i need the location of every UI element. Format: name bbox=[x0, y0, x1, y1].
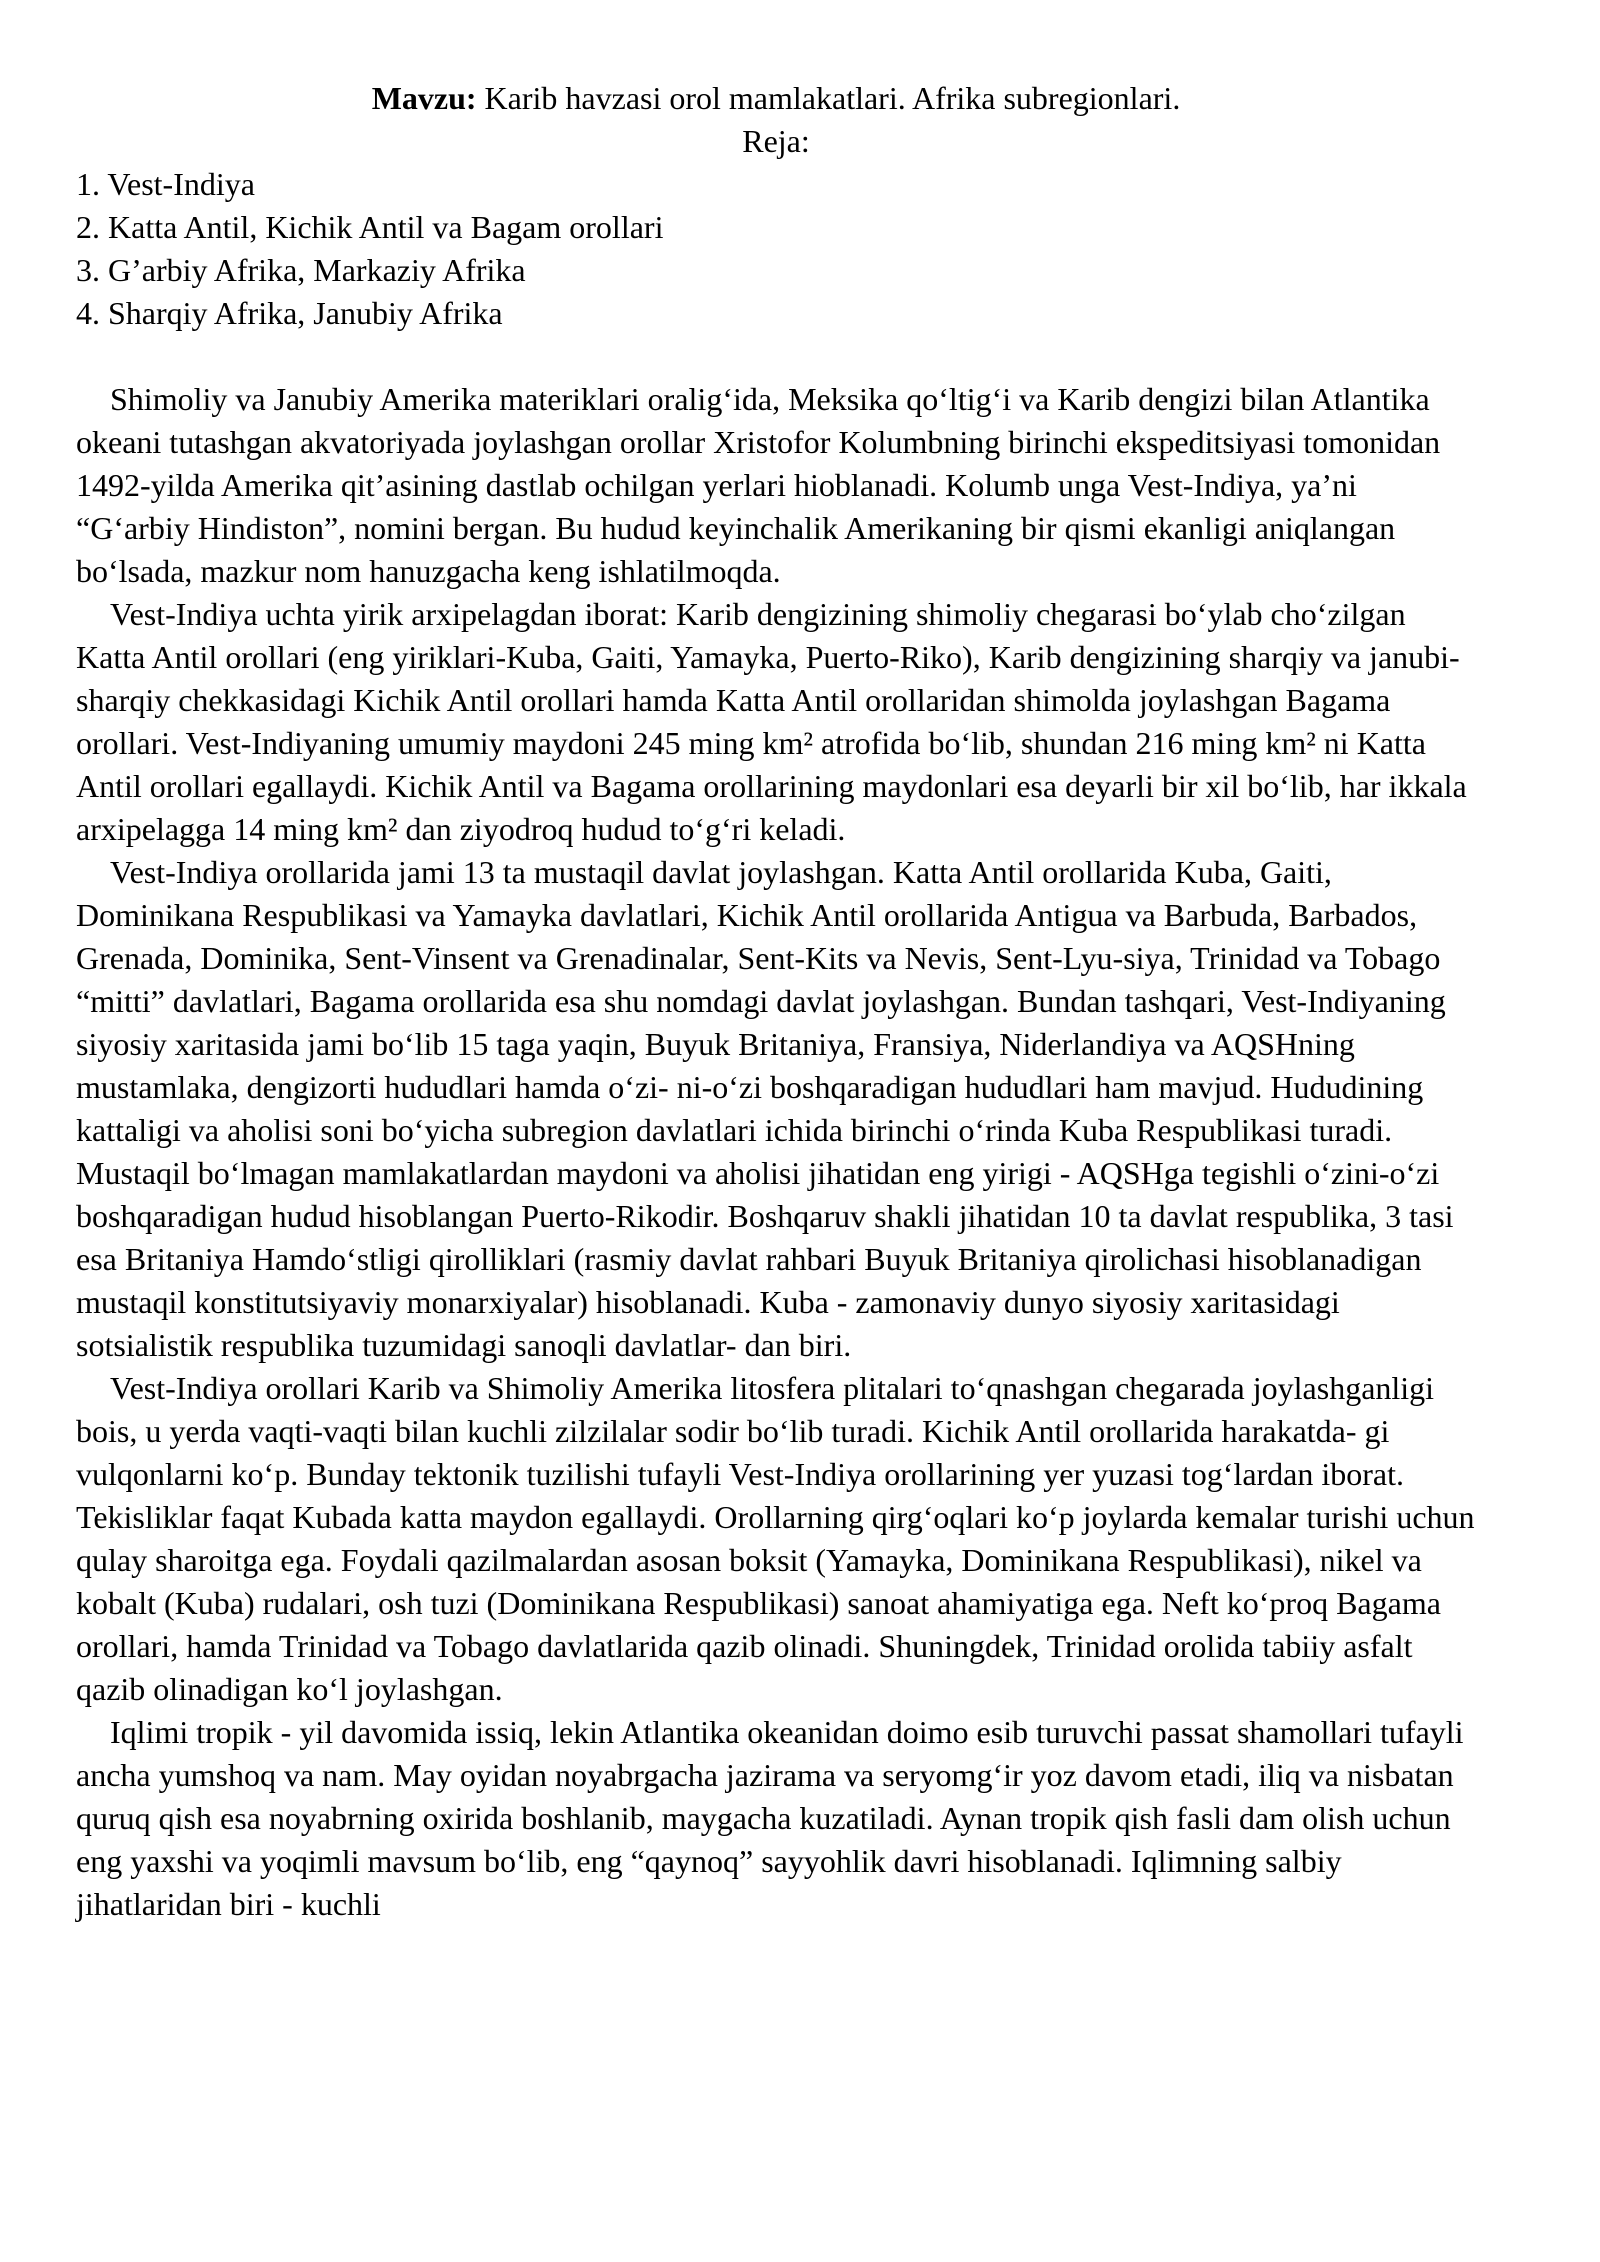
plan-item-4: 4. Sharqiy Afrika, Janubiy Afrika bbox=[76, 295, 503, 331]
doc-title-text: Karib havzasi orol mamlakatlari. Afrika subregionlari. bbox=[476, 80, 1181, 116]
blank-line bbox=[76, 335, 1476, 378]
doc-title-label: Mavzu: bbox=[371, 80, 477, 116]
plan-item-2: 2. Katta Antil, Kichik Antil va Bagam orollari bbox=[76, 209, 664, 245]
paragraph-tectonics-resources: Vest-Indiya orollari Karib va Shimoliy Amerika litosfera plitalari toʻqnashgan chegarada joylashganligi bois, u yerda vaqti-vaqti bilan kuchli zilzilalar sodir boʻlib turadi. Kichik Antil orollarida harakatda- gi vulqonlarni koʻp. Bunday tektonik tuzilishi tufayli Vest-Indiya orollarining yer yuzasi togʻlardan iborat. Tekisliklar faqat Kubada katta maydon egallaydi. Orollarning qirgʻoqlari koʻp joylarda kemalar turishi uchun qulay sharoitga ega. Foydali qazilmalardan asosan boksit (Yamayka, Dominikana Respublikasi), nikel va kobalt (Kuba) rudalari, osh tuzi (Dominikana Respublikasi) sanoat ahamiyatiga ega. Neft koʻproq Bagama orollari, hamda Trinidad va Tobago davlatlarida qazib olinadi. Shuningdek, Trinidad orolida tabiiy asfalt qazib olinadigan koʻl joylashgan. bbox=[76, 1370, 1475, 1707]
paragraph-climate: Iqlimi tropik - yil davomida issiq, lekin Atlantika okeanidan doimo esib turuvchi passat shamollari tufayli ancha yumshoq va nam. May oyidan noyabrgacha jazirama va seryomgʻir yoz davom etadi, iliq va nisbatan quruq qish esa noyabrning oxirida boshlanib, maygacha kuzatiladi. Aynan tropik qish fasli dam olish uchun eng yaxshi va yoqimli mavsum boʻlib, eng “qaynoq” sayyohlik davri hisoblanadi. Iqlimning salbiy jihatlaridan biri - kuchli bbox=[76, 1714, 1464, 1922]
plan-heading: Reja: bbox=[742, 123, 810, 159]
paragraph-vest-indiya-intro: Shimoliy va Janubiy Amerika materiklari oraligʻida, Meksika qoʻltigʻi va Karib dengizi bilan Atlantika okeani tutashgan akvatoriyada joylashgan orollar Xristofor Kolumbning birinchi ekspeditsiyasi tomonidan 1492-yilda Amerika qitʼasining dastlab ochilgan yerlari hioblanadi. Kolumb unga Vest-Indiya, yaʼni “Gʻarbiy Hindiston”, nomini bergan. Bu hudud keyinchalik Amerikaning bir qismi ekanligi aniqlangan boʻlsada, mazkur nom hanuzgacha keng ishlatilmoqda. bbox=[76, 381, 1441, 589]
plan-item-3: 3. G’arbiy Afrika, Markaziy Afrika bbox=[76, 252, 526, 288]
paragraph-archipelagos: Vest-Indiya uchta yirik arxipelagdan iborat: Karib dengizining shimoliy chegarasi boʻylab choʻzilgan Katta Antil orollari (eng yiriklari-Kuba, Gaiti, Yamayka, Puerto-Riko), Karib dengizining sharqiy va janubi-sharqiy chekkasidagi Kichik Antil orollari hamda Katta Antil orollaridan shimolda joylashgan Bagama orollari. Vest-Indiyaning umumiy maydoni 245 ming km² atrofida boʻlib, shundan 216 ming km² ni Katta Antil orollari egallaydi. Kichik Antil va Bagama orollarining maydonlari esa deyarli bir xil boʻlib, har ikkala arxipelagga 14 ming km² dan ziyodroq hudud toʻgʻri keladi. bbox=[76, 596, 1467, 847]
doc-title bbox=[76, 77, 1476, 120]
paragraph-states: Vest-Indiya orollarida jami 13 ta mustaqil davlat joylashgan. Katta Antil orollarida Kuba, Gaiti, Dominikana Respublikasi va Yamayka davlatlari, Kichik Antil orollarida Antigua va Barbuda, Barbados, Grenada, Dominika, Sent-Vinsent va Grenadinalar, Sent-Kits va Nevis, Sent-Lyu-siya, Trinidad va Tobago “mitti” davlatlari, Bagama orollarida esa shu nomdagi davlat joylashgan. Bundan tashqari, Vest-Indiyaning siyosiy xaritasida jami boʻlib 15 taga yaqin, Buyuk Britaniya, Fransiya, Niderlandiya va AQSHning mustamlaka, dengizorti hududlari hamda oʻzi- ni-oʻzi boshqaradigan hududlari ham mavjud. Hududining kattaligi va aholisi soni boʻyicha subregion davlatlari ichida birinchi oʻrinda Kuba Respublikasi turadi. Mustaqil boʻlmagan mamlakatlardan maydoni va aholisi jihatidan eng yirigi - AQSHga tegishli oʻzini-oʻzi boshqaradigan hudud hisoblangan Puerto-Rikodir. Boshqaruv shakli jihatidan 10 ta davlat respublika, 3 tasi esa Britaniya Hamdoʻstligi qirolliklari (rasmiy davlat rahbari Buyuk Britaniya qirolichasi hisoblanadigan mustaqil konstitutsiyaviy monarxiyalar) hisoblanadi. Kuba - zamonaviy dunyo siyosiy xaritasidagi sotsialistik respublika tuzumidagi sanoqli davlatlar- dan biri. bbox=[76, 854, 1454, 1363]
plan-item-1: 1. Vest-Indiya bbox=[76, 166, 255, 202]
